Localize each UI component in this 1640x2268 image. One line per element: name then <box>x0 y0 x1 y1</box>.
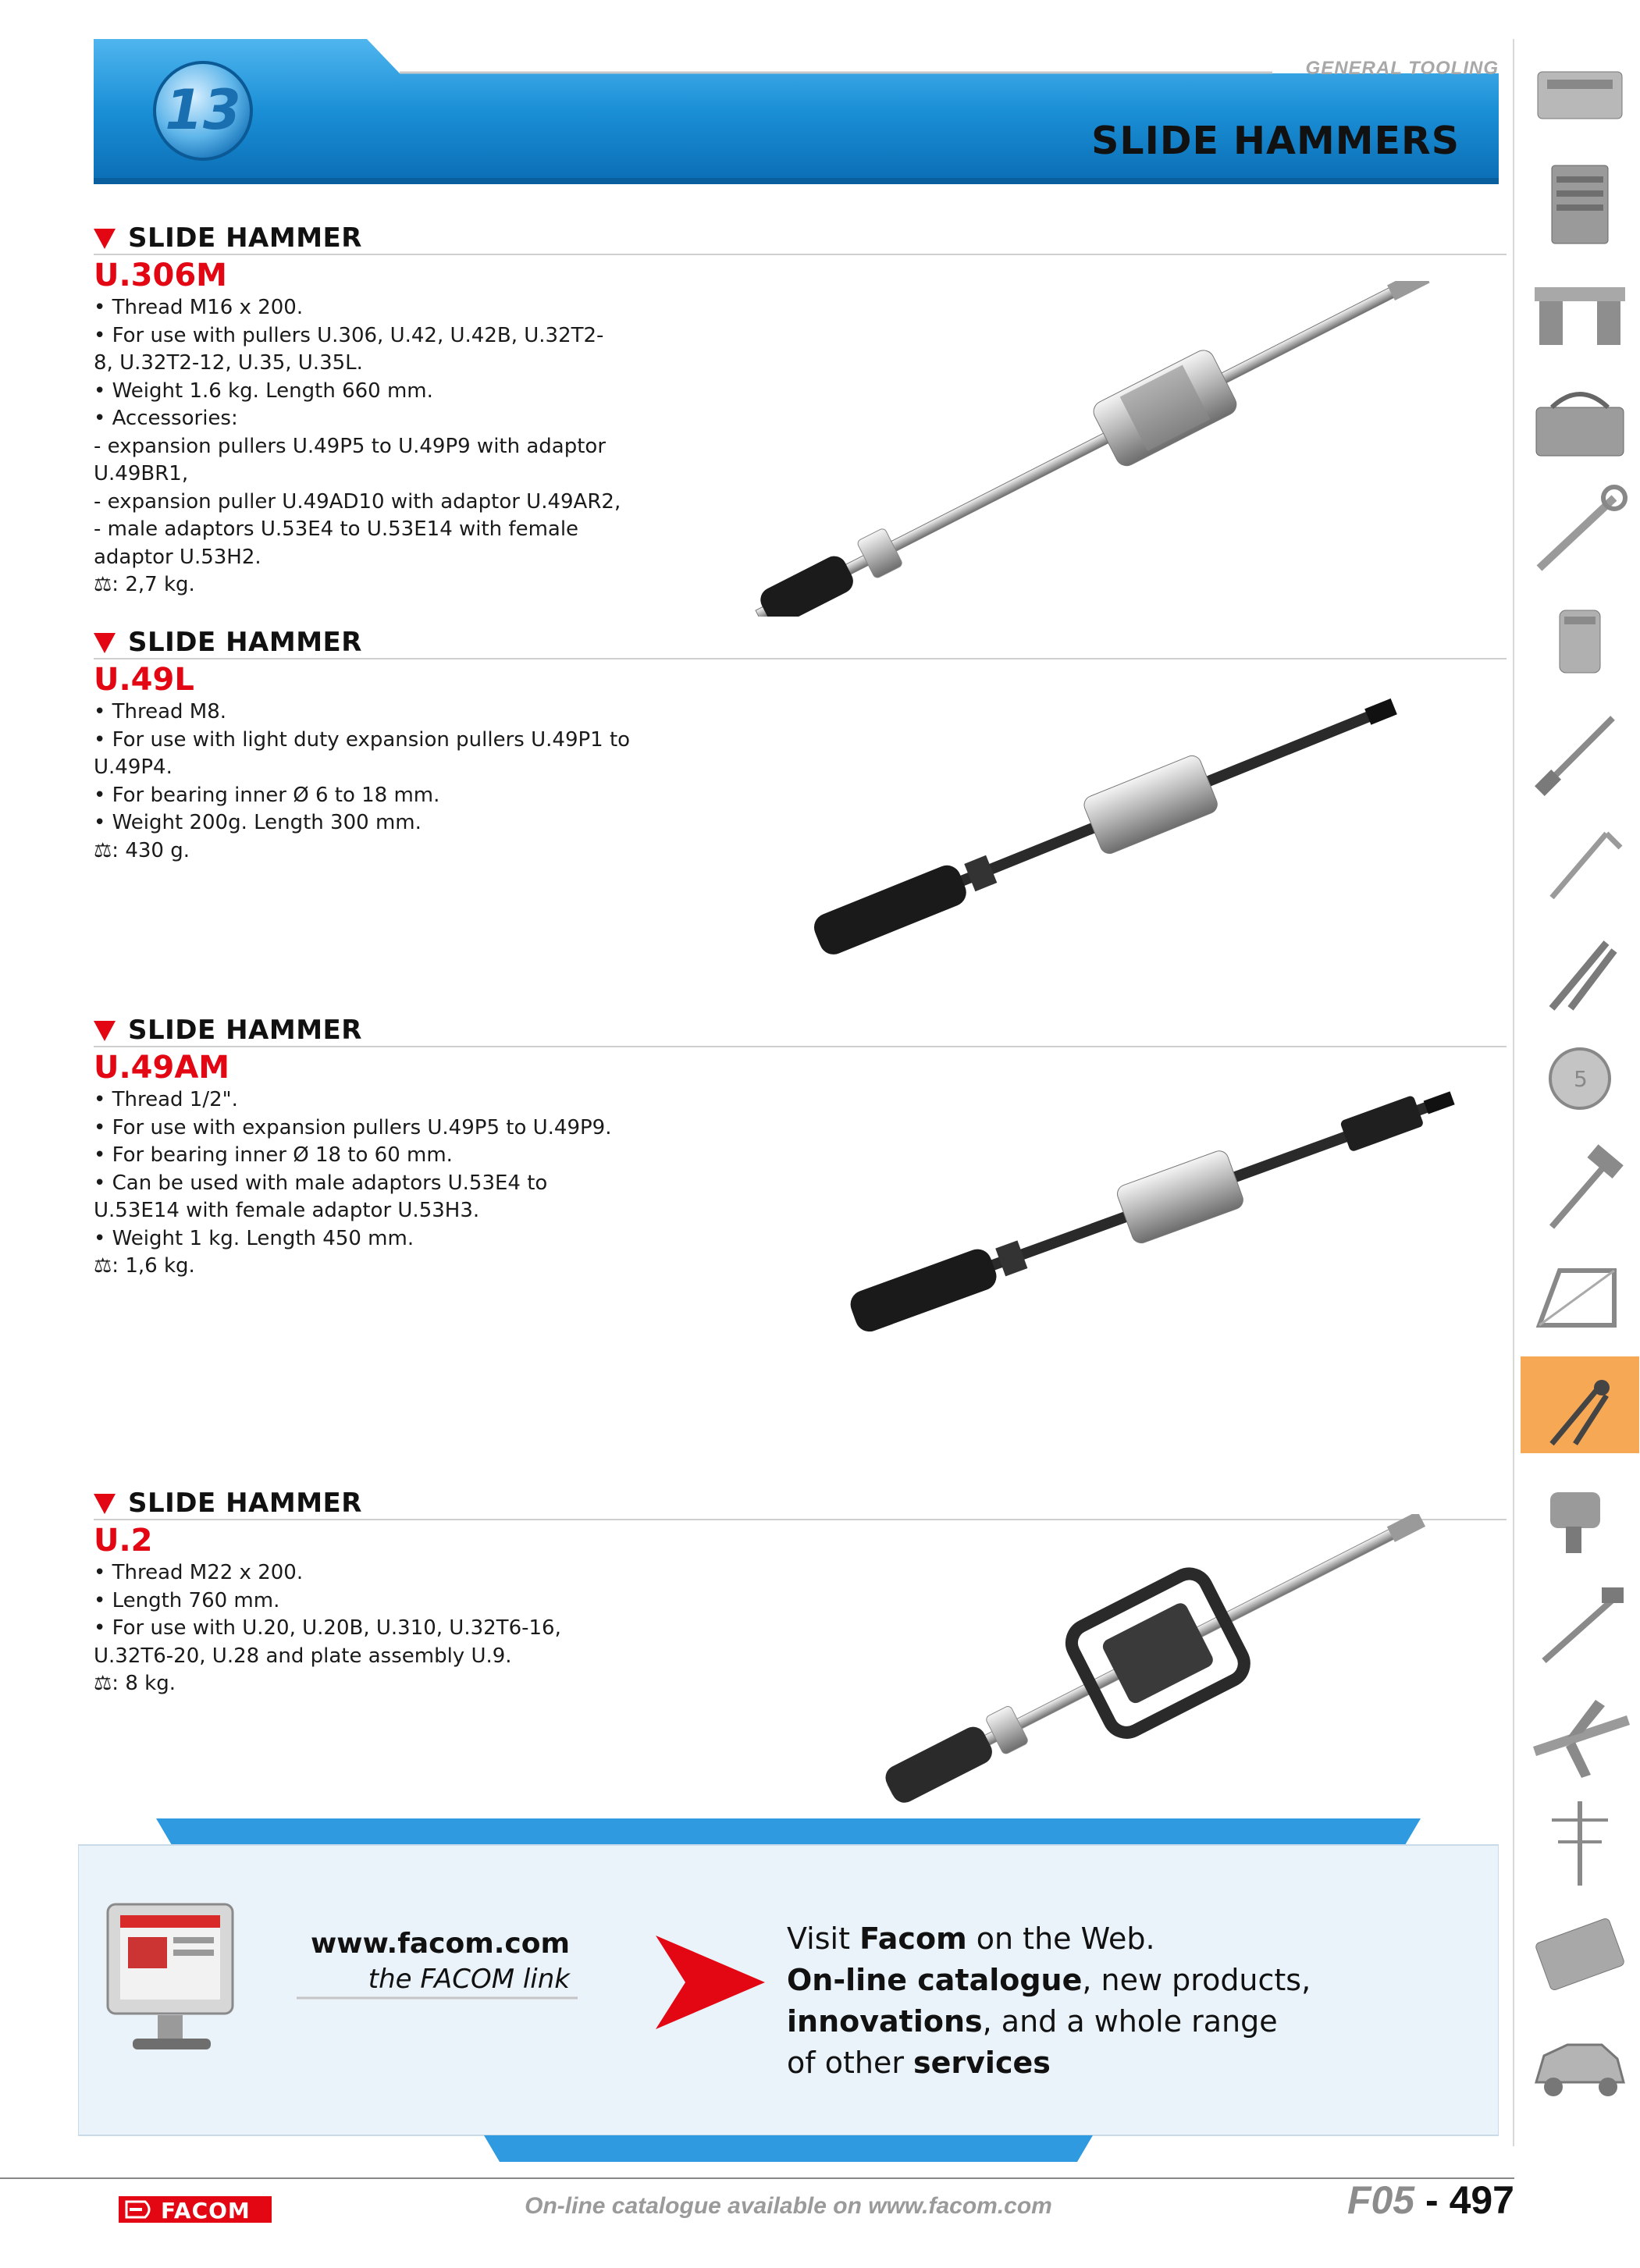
description-line: • For use with expansion pullers U.49P5 to U.49P9. <box>94 1115 612 1139</box>
product-ref: U.306M <box>94 258 227 293</box>
socket-icon <box>1521 592 1639 688</box>
section-heading: SLIDE HAMMER <box>128 627 362 658</box>
description-line: U.49BR1, <box>94 462 189 485</box>
red-arrow-icon <box>656 1936 765 2029</box>
hex-key-icon <box>1521 810 1639 907</box>
sidebar-item-tape-measure[interactable] <box>1521 1029 1639 1125</box>
description-line: • Thread M22 x 200. <box>94 1561 304 1584</box>
description-line: - expansion puller U.49AD10 with adaptor U.49AR2, <box>94 489 621 514</box>
triangle-marker-icon <box>94 229 116 249</box>
sidebar-item-hacksaw[interactable] <box>1521 1247 1639 1344</box>
sidebar-item-aircraft[interactable] <box>1521 1684 1639 1781</box>
description-line: • For bearing inner Ø 6 to 18 mm. <box>94 783 440 807</box>
product-description <box>94 1559 656 1698</box>
product-description <box>94 699 656 865</box>
hacksaw-icon <box>1521 1247 1639 1344</box>
svg-text:5: 5 <box>1574 1066 1588 1092</box>
screwdriver-icon <box>1521 701 1639 798</box>
sidebar-item-pliers[interactable] <box>1521 919 1639 1016</box>
pipe-wrench-icon <box>1521 1575 1639 1672</box>
facom-logo-text: FACOM <box>161 2198 251 2224</box>
description-line: • Thread M8. <box>94 700 227 723</box>
promo-innovations: innovations <box>787 2004 983 2039</box>
electrical-icon <box>1521 1793 1639 1890</box>
description-line: - expansion pullers U.49P5 to U.49P9 with adaptor <box>94 434 607 458</box>
website-tagline: the FACOM link <box>368 1964 570 1995</box>
promo-services: services <box>913 2046 1051 2080</box>
description-line: U.32T6-20, U.28 and plate assembly U.9. <box>94 1644 512 1668</box>
sidebar-item-puller[interactable] <box>1521 1356 1639 1453</box>
promo-text: Visit <box>787 1921 860 1956</box>
chapter-number: 13 <box>165 78 241 142</box>
sidebar-item-electrical[interactable] <box>1521 1793 1639 1890</box>
hammer-icon <box>1521 1138 1639 1235</box>
description-line: • Weight 1.6 kg. Length 660 mm. <box>94 379 433 403</box>
promo-brand: Facom <box>859 1921 967 1956</box>
page-title: SLIDE HAMMERS <box>1091 119 1460 163</box>
gauge-icon <box>1521 1903 1639 2000</box>
promo-text: on the Web. <box>966 1921 1155 1956</box>
section-header <box>94 222 1507 255</box>
web-promo-text <box>787 1918 1474 2084</box>
description-line: • For use with U.20, U.20B, U.310, U.32T6-16, <box>94 1616 561 1640</box>
footer-catalogue-note: On-line catalogue available on www.facom.com <box>525 2193 1052 2219</box>
sidebar-item-pipe-wrench[interactable] <box>1521 1575 1639 1672</box>
computer-monitor-icon <box>101 1898 242 2062</box>
pliers-icon <box>1521 919 1639 1016</box>
roller-cabinet-icon <box>1521 155 1639 251</box>
sidebar-item-gauge[interactable] <box>1521 1903 1639 2000</box>
section-heading: SLIDE HAMMER <box>128 222 362 254</box>
triangle-marker-icon <box>94 1021 116 1041</box>
section-heading: SLIDE HAMMER <box>128 1488 362 1519</box>
description-line: • Thread 1/2". <box>94 1088 238 1111</box>
product-ref: U.49L <box>94 662 194 698</box>
description-line: 8, U.32T2-12, U.35, U.35L. <box>94 351 363 375</box>
promo-text: , new products, <box>1082 1963 1311 1997</box>
page-number <box>1218 2177 1514 2223</box>
product-ref: U.2 <box>94 1523 153 1559</box>
sidebar-item-hex-key[interactable] <box>1521 810 1639 907</box>
category-label: GENERAL TOOLING <box>1305 58 1499 79</box>
product-description <box>94 1086 656 1281</box>
workbench-icon <box>1521 264 1639 361</box>
slide-hammer-u49l-image <box>765 687 1428 968</box>
sidebar-item-workbench[interactable] <box>1521 264 1639 361</box>
section-heading: SLIDE HAMMER <box>128 1015 362 1046</box>
description-line: ⚖: 8 kg. <box>94 1672 176 1695</box>
promo-text: , and a whole range <box>982 2004 1278 2039</box>
description-line: • Weight 200g. Length 300 mm. <box>94 811 422 834</box>
promo-catalogue: On-line catalogue <box>787 1963 1083 1997</box>
sidebar-item-screwdriver[interactable] <box>1521 701 1639 798</box>
sidebar-item-hammer[interactable] <box>1521 1138 1639 1235</box>
sidebar-item-tool-box[interactable] <box>1521 373 1639 470</box>
assortment-icon <box>1521 45 1639 142</box>
description-line: ⚖: 2,7 kg. <box>94 573 195 596</box>
description-line: • Accessories: <box>94 407 238 430</box>
website-url[interactable]: www.facom.com <box>311 1928 570 1960</box>
page-separator: - <box>1414 2178 1450 2222</box>
aircraft-icon <box>1521 1684 1639 1781</box>
sidebar-item-car[interactable] <box>1521 2012 1639 2109</box>
facom-logo-mark-icon <box>125 2200 155 2219</box>
description-line: • Weight 1 kg. Length 450 mm. <box>94 1226 414 1250</box>
description-line: - male adaptors U.53E4 to U.53E14 with female <box>94 517 579 541</box>
sidebar-item-impact-wrench[interactable] <box>1521 1466 1639 1562</box>
tape-measure-icon <box>1521 1029 1639 1125</box>
puller-icon <box>1521 1356 1639 1453</box>
description-line: U.49P4. <box>94 755 173 779</box>
sidebar-item-roller-cabinet[interactable] <box>1521 155 1639 251</box>
sidebar-divider <box>1513 39 1514 2146</box>
description-line: • Can be used with male adaptors U.53E4 to <box>94 1171 548 1195</box>
section-header <box>94 1015 1507 1047</box>
triangle-marker-icon <box>94 1494 116 1514</box>
page-number-value: 497 <box>1449 2178 1514 2222</box>
tool-box-icon <box>1521 373 1639 470</box>
description-line: • For bearing inner Ø 18 to 60 mm. <box>94 1143 453 1167</box>
sidebar-item-socket[interactable] <box>1521 592 1639 688</box>
wrench-icon <box>1521 482 1639 579</box>
product-description <box>94 294 656 599</box>
description-line: • Length 760 mm. <box>94 1588 280 1612</box>
description-line: U.53E14 with female adaptor U.53H3. <box>94 1199 480 1222</box>
impact-wrench-icon <box>1521 1466 1639 1562</box>
description-line: ⚖: 430 g. <box>94 838 190 862</box>
slide-hammer-u2-image <box>827 1514 1467 1803</box>
description-line: • For use with pullers U.306, U.42, U.42B, U.32T2- <box>94 323 604 347</box>
section-code: F05 <box>1347 2178 1415 2222</box>
description-line: ⚖: 1,6 kg. <box>94 1254 195 1278</box>
slide-hammer-u306m-image <box>671 281 1499 617</box>
promo-text: of other <box>787 2046 914 2080</box>
product-ref: U.49AM <box>94 1050 230 1086</box>
slide-hammer-u49am-image <box>812 1069 1483 1350</box>
description-line: • Thread M16 x 200. <box>94 296 304 319</box>
section-header <box>94 627 1507 659</box>
description-line: • For use with light duty expansion pullers U.49P1 to <box>94 727 631 752</box>
description-line: adaptor U.53H2. <box>94 545 261 569</box>
car-icon <box>1521 2012 1639 2109</box>
sidebar-item-wrench[interactable] <box>1521 482 1639 579</box>
triangle-marker-icon <box>94 633 116 653</box>
sidebar-item-assortment[interactable] <box>1521 45 1639 142</box>
facom-logo <box>119 2196 272 2223</box>
